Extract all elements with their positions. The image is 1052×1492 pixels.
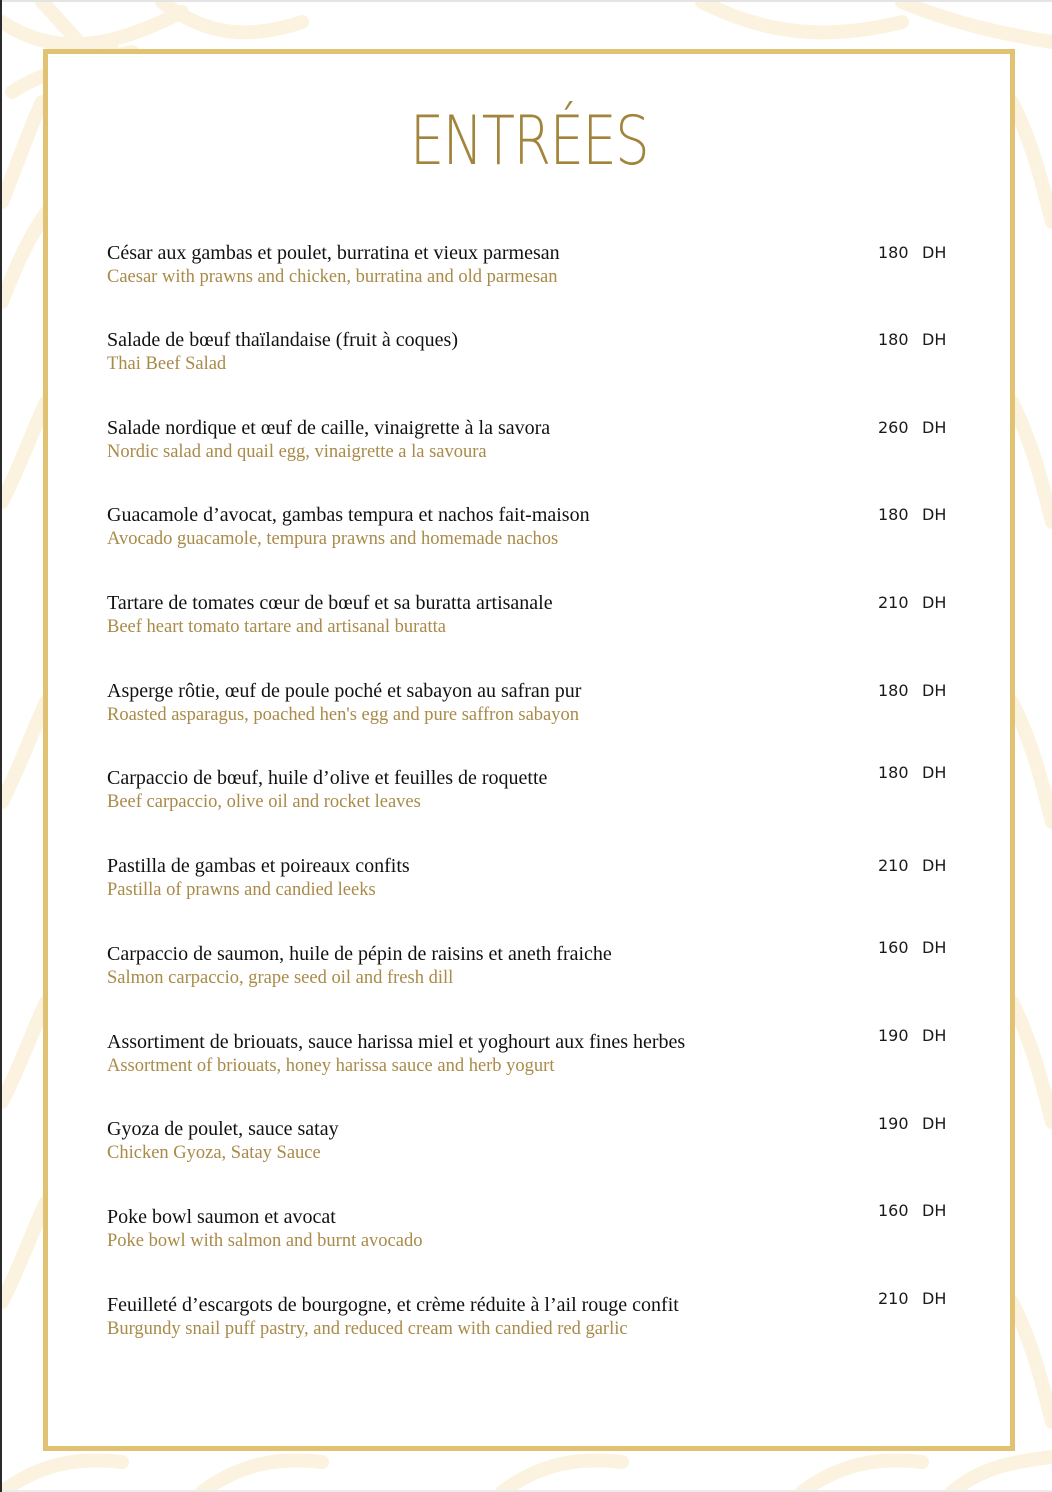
menu-frame bbox=[43, 49, 1015, 1451]
item-currency: DH bbox=[922, 1026, 947, 1045]
item-name-english: Beef carpaccio, olive oil and rocket leaves bbox=[107, 792, 421, 812]
item-name-english: Caesar with prawns and chicken, burratina and old parmesan bbox=[107, 267, 558, 287]
item-name-french: Guacamole d’avocat, gambas tempura et nachos fait-maison bbox=[107, 504, 590, 526]
item-name-french: Poke bowl saumon et avocat bbox=[107, 1206, 336, 1228]
item-currency: DH bbox=[922, 505, 947, 524]
menu-item bbox=[107, 1114, 967, 1177]
item-name-french: Asperge rôtie, œuf de poule poché et sabayon au safran pur bbox=[107, 680, 582, 702]
item-currency: DH bbox=[922, 938, 947, 957]
menu-item bbox=[107, 938, 967, 1002]
item-currency: DH bbox=[922, 763, 947, 782]
item-name-english: Avocado guacamole, tempura prawns and homemade nachos bbox=[107, 529, 559, 549]
item-name-english: Chicken Gyoza, Satay Sauce bbox=[107, 1143, 321, 1163]
item-price: 160 bbox=[878, 938, 909, 957]
item-currency: DH bbox=[922, 418, 947, 437]
item-price: 180 bbox=[878, 505, 909, 524]
menu-item bbox=[107, 1289, 967, 1353]
item-name-english: Pastilla of prawns and candied leeks bbox=[107, 880, 376, 900]
menu-item bbox=[107, 416, 967, 476]
item-currency: DH bbox=[922, 330, 947, 349]
item-name-french: Salade de bœuf thaïlandaise (fruit à coques) bbox=[107, 329, 458, 351]
item-currency: DH bbox=[922, 1114, 947, 1133]
item-name-english: Nordic salad and quail egg, vinaigrette a la savoura bbox=[107, 442, 487, 462]
menu-item bbox=[107, 241, 967, 301]
item-price: 190 bbox=[878, 1114, 909, 1133]
item-price: 180 bbox=[878, 681, 909, 700]
item-name-french: Gyoza de poulet, sauce satay bbox=[107, 1118, 339, 1140]
item-name-english: Assortment of briouats, honey harissa sauce and herb yogurt bbox=[107, 1056, 555, 1076]
item-currency: DH bbox=[922, 1201, 947, 1220]
menu-item bbox=[107, 503, 967, 563]
menu-item bbox=[107, 328, 967, 388]
item-price: 160 bbox=[878, 1201, 909, 1220]
item-currency: DH bbox=[922, 593, 947, 612]
item-price: 180 bbox=[878, 243, 909, 262]
item-name-french: Carpaccio de saumon, huile de pépin de raisins et aneth fraiche bbox=[107, 943, 612, 965]
item-name-french: Carpaccio de bœuf, huile d’olive et feuilles de roquette bbox=[107, 767, 548, 789]
item-price: 260 bbox=[878, 418, 909, 437]
item-price: 210 bbox=[878, 593, 909, 612]
item-name-english: Salmon carpaccio, grape seed oil and fresh dill bbox=[107, 968, 454, 988]
item-price: 180 bbox=[878, 330, 909, 349]
item-name-english: Roasted asparagus, poached hen's egg and pure saffron sabayon bbox=[107, 705, 580, 725]
menu-item bbox=[107, 679, 967, 739]
item-price: 180 bbox=[878, 763, 909, 782]
section-title: ENTRÉES bbox=[409, 102, 649, 181]
item-currency: DH bbox=[922, 681, 947, 700]
item-name-english: Beef heart tomato tartare and artisanal buratta bbox=[107, 617, 446, 637]
item-price: 210 bbox=[878, 856, 909, 875]
menu-item bbox=[107, 591, 967, 651]
menu-item bbox=[107, 854, 967, 914]
item-price: 210 bbox=[878, 1289, 909, 1308]
item-name-french: Feuilleté d’escargots de bourgogne, et crème réduite à l’ail rouge confit bbox=[107, 1294, 679, 1316]
item-name-english: Thai Beef Salad bbox=[107, 354, 227, 374]
item-price: 190 bbox=[878, 1026, 909, 1045]
item-name-french: Tartare de tomates cœur de bœuf et sa buratta artisanale bbox=[107, 592, 553, 614]
item-name-french: César aux gambas et poulet, burratina et vieux parmesan bbox=[107, 242, 560, 264]
item-name-english: Burgundy snail puff pastry, and reduced cream with candied red garlic bbox=[107, 1319, 628, 1339]
item-name-french: Salade nordique et œuf de caille, vinaigrette à la savora bbox=[107, 417, 551, 439]
item-name-english: Poke bowl with salmon and burnt avocado bbox=[107, 1231, 423, 1251]
item-name-french: Pastilla de gambas et poireaux confits bbox=[107, 855, 410, 877]
menu-item bbox=[107, 1026, 967, 1090]
item-currency: DH bbox=[922, 1289, 947, 1308]
menu-item bbox=[107, 1201, 967, 1265]
item-name-french: Assortiment de briouats, sauce harissa miel et yoghourt aux fines herbes bbox=[107, 1031, 686, 1053]
item-currency: DH bbox=[922, 243, 947, 262]
menu-item bbox=[107, 763, 967, 826]
item-currency: DH bbox=[922, 856, 947, 875]
